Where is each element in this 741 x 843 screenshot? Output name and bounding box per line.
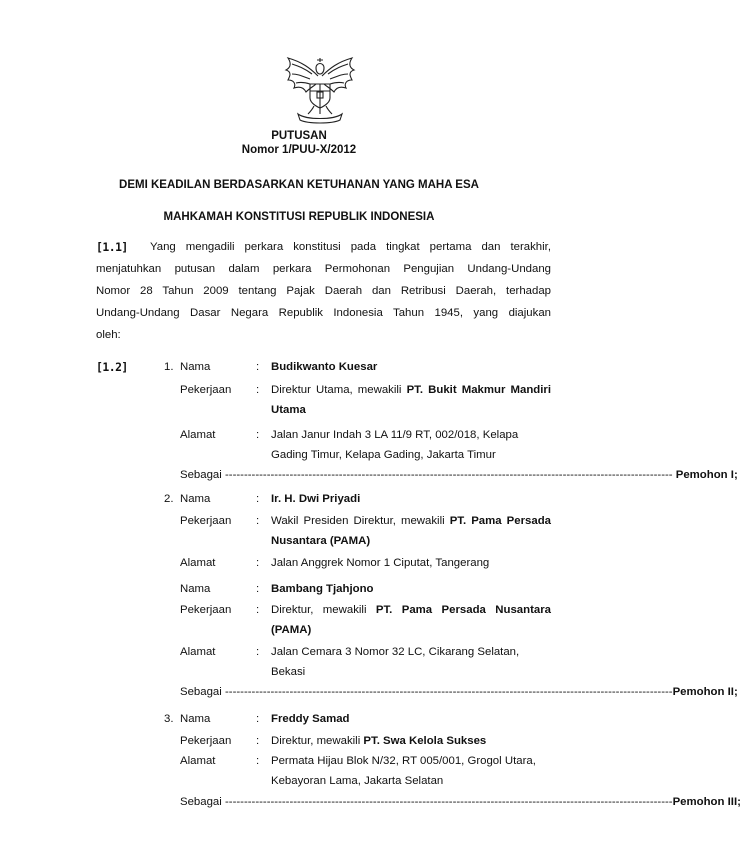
colon: : (256, 493, 260, 505)
colon: : (256, 583, 260, 595)
company-name: PT. Pama Persada Nusantara (PAMA) (271, 604, 551, 636)
oath-heading: DEMI KEADILAN BERDASARKAN KETUHANAN YANG MAHA ESA (119, 179, 479, 191)
paragraph-line: Yang mengadili perkara konstitusi pada tingkat pertama dan terakhir, (150, 241, 551, 253)
applicant-address: Jalan Anggrek Nomor 1 Ciputat, Tangerang (271, 557, 490, 569)
role-value: Pemohon I; (675, 469, 738, 481)
role-label: Sebagai (180, 686, 222, 698)
applicant-address: Permata Hijau Blok N/32, RT 005/001, Grogol Utara, Kebayoran Lama, Jakarta Selatan (271, 755, 536, 787)
colon: : (256, 713, 260, 725)
applicant-occupation (271, 600, 551, 640)
occupation-label: Pekerjaan (180, 604, 232, 616)
applicant-number: 2. (164, 493, 174, 505)
applicant-number: 3. (164, 713, 174, 725)
document-title: PUTUSAN (271, 130, 327, 142)
paragraph-marker-1-1: [1.1] (96, 240, 128, 254)
colon: : (256, 604, 260, 616)
applicant-name: Ir. H. Dwi Priyadi (271, 493, 361, 505)
company-name: PT. Swa Kelola Sukses (363, 735, 487, 747)
applicant-address: Jalan Janur Indah 3 LA 11/9 RT, 002/018, Kelapa Gading Timur, Kelapa Gading, Jakarta Timur (271, 429, 519, 461)
court-heading: MAHKAMAH KONSTITUSI REPUBLIK INDONESIA (163, 211, 435, 223)
applicant-2-role-row (180, 682, 738, 702)
colon: : (256, 384, 260, 396)
applicant-occupation (271, 511, 551, 551)
dash-leader: ---------------------------------------------------------------------------------------------------------------------- (224, 686, 673, 698)
occupation-text: Direktur, mewakili (271, 604, 376, 616)
garuda-emblem-icon (282, 54, 358, 124)
address-label: Alamat (180, 755, 216, 767)
dash-leader: ---------------------------------------------------------------------------------------------------------------------- (224, 469, 673, 481)
paragraph-line: Nomor 28 Tahun 2009 tentang Pajak Daerah dan Retribusi Daerah, terhadap (96, 285, 551, 297)
occupation-label: Pekerjaan (180, 384, 232, 396)
occupation-text: Direktur Utama, mewakili (271, 384, 407, 396)
address-label: Alamat (180, 557, 216, 569)
applicant-occupation (271, 731, 551, 751)
role-value: Pemohon II; (672, 686, 738, 698)
applicant-name: Budikwanto Kuesar (271, 361, 378, 373)
name-label: Nama (180, 361, 211, 373)
paragraph-line: Undang-Undang Dasar Negara Republik Indonesia Tahun 1945, yang diajukan (96, 307, 551, 319)
role-label: Sebagai (180, 469, 222, 481)
address-label: Alamat (180, 429, 216, 441)
name-label: Nama (180, 583, 211, 595)
name-label: Nama (180, 713, 211, 725)
colon: : (256, 557, 260, 569)
applicant-name: Freddy Samad (271, 713, 350, 725)
dash-leader: ---------------------------------------------------------------------------------------------------------------------- (224, 796, 673, 808)
applicant-address: Jalan Cemara 3 Nomor 32 LC, Cikarang Selatan, Bekasi (271, 646, 520, 678)
applicant-3-role-row (180, 792, 741, 812)
document-number: Nomor 1/PUU-X/2012 (241, 144, 357, 156)
colon: : (256, 646, 260, 658)
company-name: PT. Bukit Makmur Mandiri Utama (271, 384, 551, 416)
colon: : (256, 755, 260, 767)
paragraph-line: oleh: (96, 329, 121, 341)
paragraph-1-1 (96, 236, 551, 346)
applicant-1-role-row (180, 465, 738, 485)
colon: : (256, 429, 260, 441)
address-label: Alamat (180, 646, 216, 658)
paragraph-marker-1-2: [1.2] (96, 360, 128, 374)
occupation-label: Pekerjaan (180, 515, 232, 527)
colon: : (256, 735, 260, 747)
applicant-occupation (271, 380, 551, 420)
role-label: Sebagai (180, 796, 222, 808)
colon: : (256, 515, 260, 527)
occupation-text: Direktur, mewakili (271, 735, 364, 747)
occupation-label: Pekerjaan (180, 735, 232, 747)
company-name: PT. Pama Persada Nusantara (PAMA) (271, 515, 551, 547)
name-label: Nama (180, 493, 211, 505)
colon: : (256, 361, 260, 373)
role-value: Pemohon III; (672, 796, 741, 808)
applicant-number: 1. (164, 361, 174, 373)
occupation-text: Wakil Presiden Direktur, mewakili (271, 515, 450, 527)
paragraph-line: menjatuhkan putusan dalam perkara Permohonan Pengujian Undang-Undang (96, 263, 551, 275)
applicant-name: Bambang Tjahjono (271, 583, 374, 595)
